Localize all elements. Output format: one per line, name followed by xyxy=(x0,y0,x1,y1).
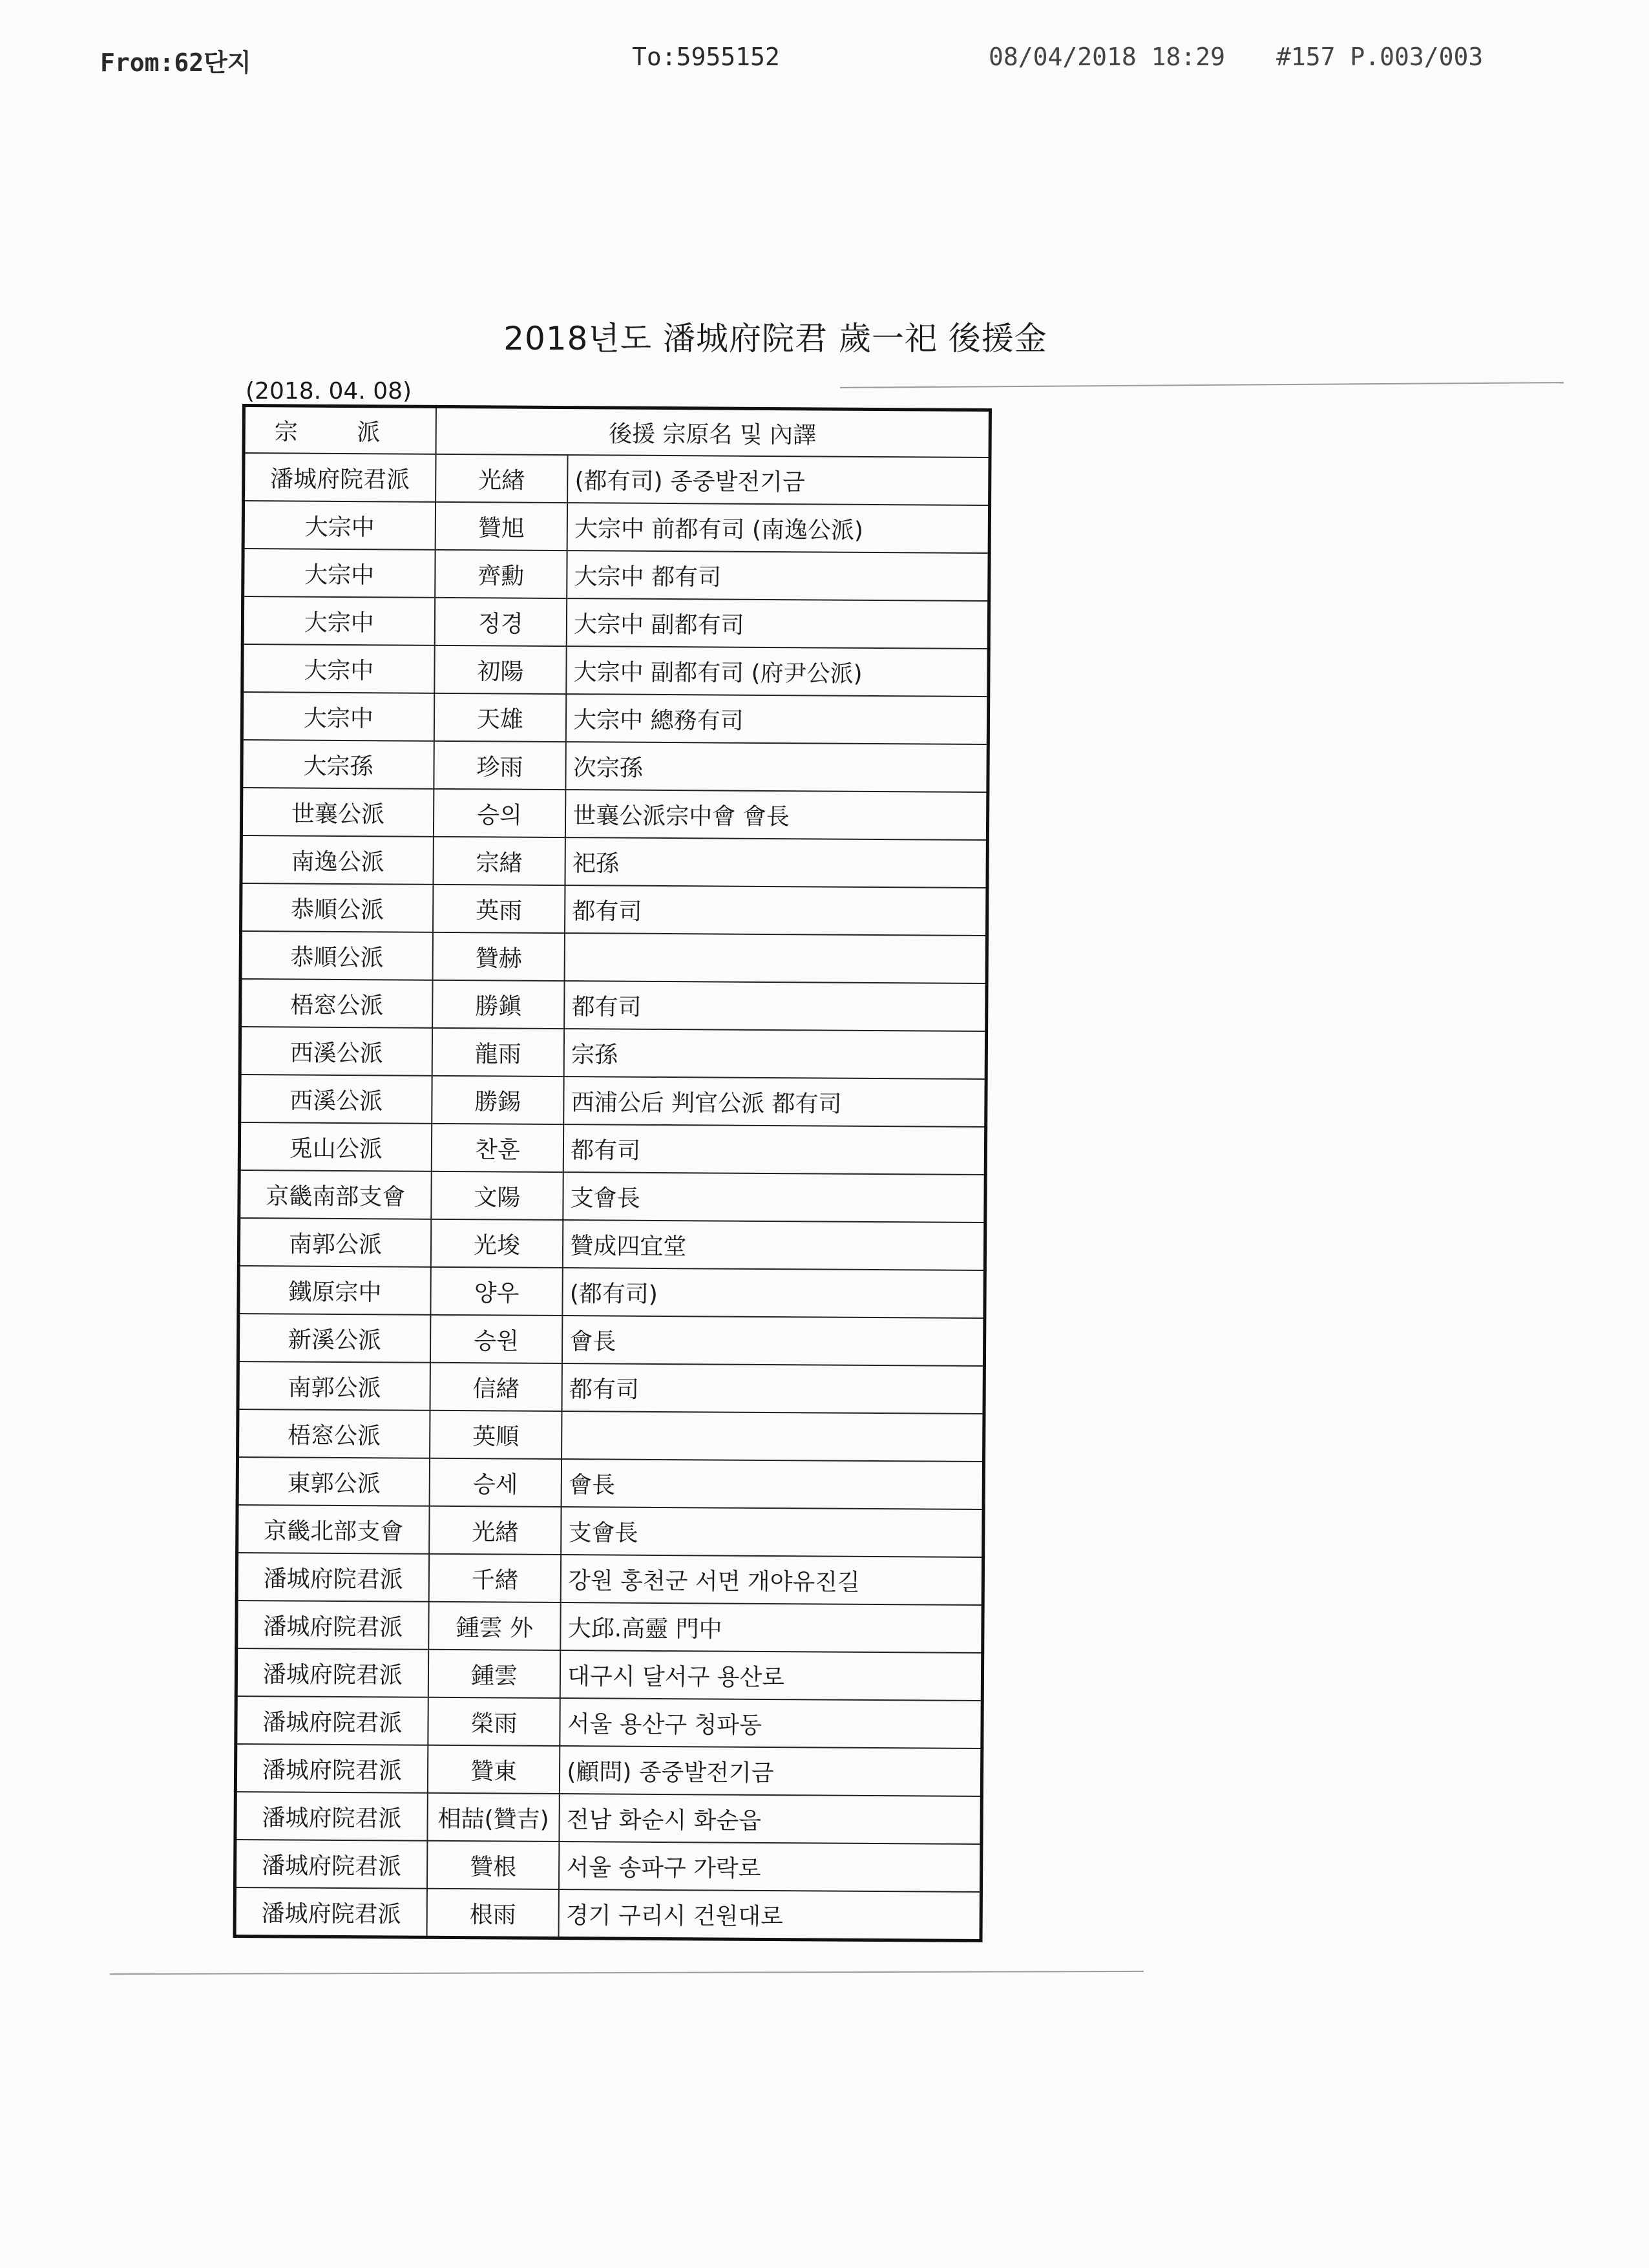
cell-name: 初陽 xyxy=(434,646,567,694)
cell-note: (都有司) 종중발전기금 xyxy=(567,455,990,505)
cell-name: 찬훈 xyxy=(431,1124,563,1172)
cell-name: 勝錫 xyxy=(432,1076,564,1124)
cell-note: 大宗中 都有司 xyxy=(567,551,989,601)
table-row xyxy=(244,453,990,505)
cell-note: 都有司 xyxy=(563,1124,986,1175)
cell-note: (顧問) 종중발전기금 xyxy=(560,1746,982,1796)
cell-note: 전남 화순시 화순읍 xyxy=(560,1794,982,1844)
cell-name: 文陽 xyxy=(431,1171,563,1220)
cell-branch: 潘城府院君派 xyxy=(236,1601,429,1650)
table-row xyxy=(241,883,987,936)
cell-branch: 大宗中 xyxy=(243,501,436,550)
table-row xyxy=(236,1648,982,1701)
cell-note: 경기 구리시 건원대로 xyxy=(559,1889,982,1940)
cell-name: 승원 xyxy=(430,1315,563,1363)
cell-branch: 梧窓公派 xyxy=(238,1409,430,1458)
cell-name: 양우 xyxy=(430,1267,563,1316)
table-row xyxy=(235,1840,981,1892)
cell-branch: 兎山公派 xyxy=(239,1122,432,1171)
cell-name: 宗緖 xyxy=(433,837,565,885)
cell-name: 정경 xyxy=(434,598,567,646)
cell-note: 都有司 xyxy=(562,1363,985,1414)
document-title: 2018년도 潘城府院君 歲一祀 後援金 xyxy=(503,320,1047,357)
table-row xyxy=(243,549,989,601)
cell-name: 千緖 xyxy=(428,1554,561,1602)
table-row xyxy=(242,740,988,792)
cell-branch: 京畿北部支會 xyxy=(237,1505,430,1554)
cell-name: 勝鎭 xyxy=(432,980,565,1029)
cell-branch: 東郭公派 xyxy=(237,1457,430,1506)
cell-branch: 恭順公派 xyxy=(241,883,434,932)
cell-branch: 西溪公派 xyxy=(240,1075,432,1124)
cell-note: (都有司) xyxy=(563,1268,985,1318)
table-row xyxy=(240,979,987,1031)
table-row xyxy=(240,931,987,983)
cell-branch: 南逸公派 xyxy=(241,835,434,885)
fax-header xyxy=(0,43,1649,81)
table-row xyxy=(235,1744,982,1796)
cell-name: 贊赫 xyxy=(432,932,565,981)
cell-branch: 鐵原宗中 xyxy=(238,1266,431,1315)
table-row xyxy=(239,1122,985,1175)
table-row xyxy=(236,1601,983,1653)
table-row xyxy=(235,1792,982,1844)
cell-name: 贊根 xyxy=(427,1841,560,1889)
table-row xyxy=(238,1314,984,1366)
cell-note: 支會長 xyxy=(561,1507,983,1557)
cell-name: 贊東 xyxy=(428,1745,560,1794)
cell-note: 西浦公后 判官公派 都有司 xyxy=(563,1076,986,1127)
cell-branch: 潘城府院君派 xyxy=(235,1744,428,1793)
cell-name: 龍雨 xyxy=(432,1028,564,1076)
cell-branch: 南郭公派 xyxy=(238,1218,431,1267)
table-row xyxy=(238,1361,984,1414)
cell-note: 祀孫 xyxy=(565,837,988,888)
fax-datetime: 08/04/2018 18:29 xyxy=(989,43,1226,71)
cell-branch: 恭順公派 xyxy=(240,931,433,980)
table-row xyxy=(240,1075,986,1127)
scan-artifact-line xyxy=(840,382,1564,388)
cell-name: 根雨 xyxy=(426,1889,559,1938)
cell-note: 大宗中 前都有司 (南逸公派) xyxy=(567,503,990,553)
cell-name: 相喆(贊吉) xyxy=(427,1793,560,1842)
cell-name: 天雄 xyxy=(434,693,567,742)
document-date: (2018. 04. 08) xyxy=(246,378,412,404)
cell-branch: 潘城府院君派 xyxy=(235,1792,428,1841)
scan-artifact-line xyxy=(110,1971,1144,1975)
cell-branch: 潘城府院君派 xyxy=(236,1648,428,1697)
cell-note xyxy=(562,1411,984,1462)
table-row xyxy=(243,501,989,553)
cell-branch: 大宗中 xyxy=(242,692,434,741)
cell-branch: 京畿南部支會 xyxy=(239,1170,432,1219)
cell-note: 大宗中 副都有司 (府尹公派) xyxy=(567,646,989,697)
cell-name: 승세 xyxy=(429,1458,562,1507)
table-row xyxy=(238,1218,985,1270)
cell-branch: 新溪公派 xyxy=(238,1314,430,1363)
cell-branch: 西溪公派 xyxy=(240,1027,432,1076)
cell-name: 光緖 xyxy=(436,454,568,503)
fax-page-number: #157 P.003/003 xyxy=(1276,43,1484,71)
cell-name: 英順 xyxy=(430,1411,562,1459)
header-branch: 宗 派 xyxy=(244,406,436,454)
cell-name: 光緖 xyxy=(429,1506,562,1555)
cell-note: 會長 xyxy=(562,1459,984,1509)
cell-branch: 大宗中 xyxy=(242,596,435,646)
cell-note: 會長 xyxy=(562,1316,985,1366)
cell-branch: 南郭公派 xyxy=(238,1361,430,1411)
cell-note: 都有司 xyxy=(565,885,987,936)
cell-note xyxy=(565,933,987,983)
cell-name: 승의 xyxy=(434,789,566,837)
cell-note: 大宗中 總務有司 xyxy=(566,694,989,744)
header-donor-details: 後援 宗原名 및 內譯 xyxy=(436,406,990,457)
cell-branch: 潘城府院君派 xyxy=(244,453,436,502)
table-row xyxy=(242,692,988,744)
cell-name: 信緖 xyxy=(430,1363,562,1411)
cell-name: 鍾雲 外 xyxy=(428,1602,561,1650)
table-row xyxy=(239,1170,985,1223)
table-row xyxy=(238,1409,984,1462)
cell-branch: 潘城府院君派 xyxy=(236,1553,429,1602)
table-row xyxy=(236,1696,982,1748)
cell-note: 서울 송파구 가락로 xyxy=(559,1842,982,1892)
cell-name: 榮雨 xyxy=(428,1697,560,1746)
donor-table-body xyxy=(235,453,990,1941)
table-row xyxy=(237,1457,983,1509)
table-row xyxy=(242,596,989,649)
table-row xyxy=(237,1505,983,1557)
cell-note: 贊成四宜堂 xyxy=(563,1220,985,1270)
table-row xyxy=(240,1027,986,1079)
cell-branch: 大宗孫 xyxy=(242,740,434,789)
cell-branch: 世襄公派 xyxy=(241,788,434,837)
cell-note: 支會長 xyxy=(563,1172,986,1223)
table-row xyxy=(238,1266,985,1318)
cell-note: 大宗中 副都有司 xyxy=(567,598,989,649)
cell-name: 贊旭 xyxy=(435,502,567,551)
table-row xyxy=(235,1887,981,1941)
cell-note: 次宗孫 xyxy=(566,742,989,792)
table-row xyxy=(241,788,987,840)
cell-branch: 大宗中 xyxy=(242,644,435,693)
cell-note: 강원 홍천군 서면 개야유진길 xyxy=(561,1555,983,1605)
table-header-row xyxy=(244,406,990,458)
table-row xyxy=(242,644,989,697)
cell-note: 世襄公派宗中會 會長 xyxy=(565,790,988,840)
cell-note: 宗孫 xyxy=(564,1029,987,1079)
cell-name: 珍雨 xyxy=(434,741,566,790)
table-row xyxy=(236,1553,983,1605)
cell-name: 英雨 xyxy=(433,885,565,933)
cell-branch: 潘城府院君派 xyxy=(235,1840,427,1889)
cell-name: 光埈 xyxy=(431,1219,563,1268)
cell-note: 서울 용산구 청파동 xyxy=(560,1698,983,1748)
donor-table xyxy=(233,404,991,1942)
cell-note: 大邱.高靈 門中 xyxy=(560,1602,983,1653)
fax-to: To:5955152 xyxy=(632,43,780,71)
cell-note: 대구시 달서구 용산로 xyxy=(560,1650,983,1701)
cell-branch: 潘城府院君派 xyxy=(235,1887,427,1937)
fax-from: From:62단지 xyxy=(100,48,251,77)
cell-branch: 大宗中 xyxy=(243,549,436,598)
cell-note: 都有司 xyxy=(564,981,987,1031)
table-row xyxy=(241,835,987,888)
cell-branch: 潘城府院君派 xyxy=(236,1696,428,1745)
cell-branch: 梧窓公派 xyxy=(240,979,433,1028)
cell-name: 齊勳 xyxy=(435,550,567,598)
cell-name: 鍾雲 xyxy=(428,1650,560,1698)
